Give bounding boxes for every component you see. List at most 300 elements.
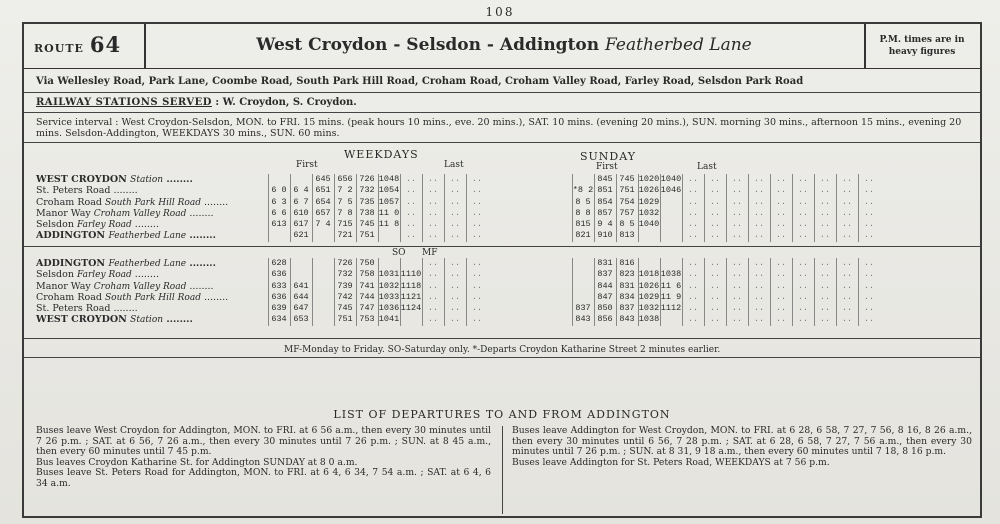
column-rule — [770, 258, 771, 326]
time-cell: 656 — [337, 174, 353, 184]
outbound-sunday-times — [572, 174, 972, 244]
time-cell: 1038 — [638, 314, 660, 325]
time-cell: .. — [863, 303, 875, 314]
column-rule — [726, 174, 727, 242]
time-cell: .. — [797, 291, 809, 302]
time-cell: 745 — [619, 174, 635, 184]
dot-leader: ........ — [131, 219, 159, 231]
time-cell: 1026 — [638, 280, 660, 291]
time-cell: 1033 — [378, 291, 400, 302]
time-cell: 7 2 — [337, 185, 353, 196]
column-rule — [378, 258, 379, 326]
time-cell: 831 — [597, 258, 613, 268]
time-cell — [400, 258, 422, 269]
column-rule — [290, 258, 291, 326]
time-cell: .. — [819, 219, 831, 230]
time-cell: 857 — [597, 207, 613, 218]
stop-name: WEST CROYDON — [36, 314, 127, 326]
time-cell: .. — [427, 258, 439, 268]
time-cell: 850 — [597, 303, 613, 314]
route-label — [34, 32, 121, 57]
time-cell — [378, 258, 400, 269]
time-cell: 6 4 — [293, 185, 309, 196]
divider — [24, 338, 980, 339]
time-column — [836, 174, 858, 242]
inbound-stops — [36, 258, 228, 326]
weekdays-first: First — [296, 160, 318, 170]
time-cell: 745 — [337, 303, 353, 314]
stop-name: St. Peters Road — [36, 303, 111, 315]
time-column — [836, 258, 858, 326]
time-cell: .. — [775, 219, 787, 230]
stop-subname: Farley Road — [77, 270, 132, 281]
time-cell: .. — [753, 185, 765, 196]
time-column — [422, 174, 444, 242]
column-rule — [660, 174, 661, 242]
route-header — [24, 24, 980, 69]
dep-left-2: Bus leaves Croydon Katharine St. for Addington SUNDAY at 8 0 a.m. — [36, 456, 358, 468]
column-rule — [466, 258, 467, 326]
time-cell: .. — [863, 174, 875, 184]
time-cell: 754 — [619, 196, 635, 207]
time-cell: 854 — [597, 196, 613, 207]
time-cell: 9 4 — [597, 219, 613, 230]
time-cell: 843 — [619, 314, 635, 325]
time-cell — [400, 314, 422, 325]
time-cell: .. — [731, 291, 743, 302]
time-column — [748, 258, 770, 326]
service-interval: Service interval : West Croydon-Selsdon, MON. to FRI. 15 mins. (peak hours 10 mins., eve. 20 mins.), SAT. 10 mins. (evening 20 mins.), SUN. morning 30 mins., afternoon 15 mins., evening 20 mins. Selsdon-Addington, WEEKDAYS 30 mins., SUN. 60 mins. — [36, 117, 962, 139]
time-cell: .. — [709, 174, 721, 184]
time-cell: 633 — [271, 280, 287, 291]
time-cell: 651 — [315, 185, 331, 196]
time-cell: .. — [863, 280, 875, 291]
time-cell: 1124 — [400, 303, 422, 314]
time-cell: .. — [449, 291, 461, 302]
time-cell: .. — [841, 303, 853, 314]
time-cell: .. — [775, 207, 787, 218]
dep-left-1: Buses leave West Croydon for Addington, MON. to FRI. at 6 56 a.m., then every 30 minutes until 7 26 p.m. ; SAT. at 6 56, 7 26 a.m., then every 30 minutes until 7 26 p.m. ; SUN. at 8 45 a.m., then every 60 minutes until 7 45 p.m. — [36, 425, 491, 457]
time-cell: 641 — [293, 280, 309, 291]
time-cell: .. — [427, 280, 439, 291]
sunday-heading: SUNDAY — [580, 150, 637, 163]
time-cell: .. — [797, 207, 809, 218]
time-cell: 1020 — [638, 174, 660, 184]
time-cell: .. — [841, 230, 853, 241]
time-cell: .. — [841, 269, 853, 280]
route-title-italic: Featherbed Lane — [605, 35, 752, 55]
stop-name: St. Peters Road — [36, 185, 111, 197]
time-cell: .. — [687, 185, 699, 196]
stop-name: Croham Road — [36, 291, 102, 303]
time-cell: 815 — [575, 219, 591, 230]
time-column — [572, 258, 594, 326]
time-cell: .. — [775, 269, 787, 280]
time-cell: .. — [863, 219, 875, 230]
time-cell — [268, 174, 290, 185]
time-cell — [312, 258, 334, 269]
time-column — [616, 174, 638, 242]
time-cell: 8 5 — [575, 196, 591, 207]
time-cell: 621 — [293, 230, 309, 241]
dot-leader: ........ — [110, 185, 138, 197]
column-rule — [356, 174, 357, 242]
dot-leader: ........ — [163, 174, 193, 185]
time-cell: 847 — [597, 291, 613, 302]
time-cell: 8 8 — [575, 207, 591, 218]
time-cell — [572, 269, 594, 280]
time-cell — [290, 174, 312, 185]
dot-leader: ........ — [200, 291, 229, 303]
time-cell: .. — [731, 258, 743, 268]
time-cell: .. — [709, 303, 721, 314]
time-cell: .. — [819, 291, 831, 302]
column-rule — [638, 174, 639, 242]
time-cell: 732 — [359, 185, 375, 196]
time-cell: 744 — [359, 291, 375, 302]
time-cell: .. — [471, 303, 483, 314]
time-cell: 751 — [619, 185, 635, 196]
time-cell: 1029 — [638, 291, 660, 302]
time-column — [704, 258, 726, 326]
time-cell: .. — [819, 196, 831, 207]
dep-right-1: Buses leave Addington for West Croydon, MON. to FRI. at 6 28, 6 58, 7 27, 7 56, 8 16, 8 26 a.m., then every 30 minutes until 6 56, 7 28 p.m. ; SAT. at 6 28, 6 58, 7 27, 7 56 a.m., then every 30 minutes until 7 26 p.m. ; SUN. at 8 31, 9 18 a.m., then every 60 minutes until 7 18, 8 16 p.m. — [512, 425, 972, 457]
time-cell: 753 — [359, 314, 375, 325]
timetable-frame — [22, 22, 982, 518]
time-column — [378, 174, 400, 242]
page-number: 108 — [485, 5, 515, 19]
time-cell: .. — [687, 196, 699, 207]
time-cell: .. — [775, 196, 787, 207]
column-rule — [444, 258, 445, 326]
time-cell: 1121 — [400, 291, 422, 302]
time-cell: .. — [775, 314, 787, 325]
time-cell: .. — [841, 185, 853, 196]
stop-row — [36, 185, 228, 196]
time-cell — [660, 197, 682, 208]
time-cell: .. — [427, 174, 439, 184]
time-cell: .. — [731, 207, 743, 218]
time-cell: .. — [427, 230, 439, 241]
time-cell: .. — [775, 174, 787, 184]
time-cell: *8 2 — [572, 185, 594, 196]
time-cell: 1054 — [378, 185, 400, 196]
time-column — [748, 174, 770, 242]
time-cell: .. — [753, 174, 765, 184]
time-cell: .. — [709, 207, 721, 218]
time-cell: 1038 — [660, 269, 682, 280]
column-rule — [422, 174, 423, 242]
dot-leader: ........ — [163, 314, 193, 326]
sunday-last: Last — [697, 162, 717, 172]
time-column — [594, 258, 616, 326]
time-cell: 742 — [337, 291, 353, 302]
time-column — [858, 174, 880, 242]
time-cell: .. — [471, 174, 483, 184]
time-cell: 613 — [271, 219, 287, 230]
stop-name: ADDINGTON — [36, 258, 106, 269]
column-rule — [858, 174, 859, 242]
time-cell: .. — [731, 269, 743, 280]
time-cell: .. — [709, 280, 721, 291]
time-cell: .. — [753, 314, 765, 325]
column-rule — [704, 174, 705, 242]
time-column — [378, 258, 400, 326]
time-cell: 1112 — [660, 303, 682, 314]
time-cell: .. — [449, 314, 461, 325]
time-cell: .. — [797, 230, 809, 241]
time-cell: .. — [709, 196, 721, 207]
column-rule — [312, 258, 313, 326]
time-cell: .. — [841, 196, 853, 207]
time-cell: 6 0 — [271, 185, 287, 196]
time-cell: .. — [731, 230, 743, 241]
stop-name: WEST CROYDON — [36, 174, 127, 185]
time-column — [466, 258, 488, 326]
dot-leader: ........ — [186, 258, 216, 269]
stop-row — [36, 258, 228, 269]
column-rule — [792, 258, 793, 326]
time-cell: .. — [731, 219, 743, 230]
time-cell — [290, 269, 312, 280]
column-rule — [312, 174, 313, 242]
dep-right-2: Buses leave Addington for St. Peters Road, WEEKDAYS at 7 56 p.m. — [512, 456, 830, 468]
column-rule — [770, 174, 771, 242]
time-cell: 739 — [337, 280, 353, 291]
time-cell: .. — [863, 207, 875, 218]
time-cell: .. — [709, 291, 721, 302]
time-cell: .. — [687, 280, 699, 291]
time-cell: .. — [797, 219, 809, 230]
time-cell: 11 0 — [378, 207, 400, 218]
time-column — [400, 258, 422, 326]
time-cell: 757 — [619, 207, 635, 218]
time-cell: .. — [427, 207, 439, 218]
time-cell: 726 — [359, 174, 375, 184]
column-rule — [268, 258, 269, 326]
time-cell — [660, 258, 682, 269]
time-cell: .. — [449, 185, 461, 196]
time-cell: 654 — [315, 196, 331, 207]
stop-row — [36, 174, 228, 185]
time-cell: .. — [427, 219, 439, 230]
time-cell: 628 — [271, 258, 287, 268]
time-column — [334, 258, 356, 326]
time-cell: .. — [731, 303, 743, 314]
time-cell: .. — [819, 314, 831, 325]
time-cell: 732 — [337, 269, 353, 280]
time-cell: 636 — [271, 291, 287, 302]
stop-row — [36, 269, 228, 280]
time-cell: 644 — [293, 291, 309, 302]
time-cell: .. — [687, 230, 699, 241]
time-cell: .. — [709, 269, 721, 280]
route-title — [154, 35, 854, 55]
stop-name: Selsdon — [36, 269, 74, 281]
time-cell: .. — [449, 303, 461, 314]
inbound-weekday-times — [268, 258, 568, 328]
time-cell: .. — [863, 269, 875, 280]
time-cell: 741 — [359, 280, 375, 291]
time-cell: .. — [753, 291, 765, 302]
time-cell: .. — [819, 230, 831, 241]
time-cell: .. — [687, 258, 699, 268]
header-divider — [864, 24, 866, 68]
time-column — [290, 174, 312, 242]
time-cell: .. — [709, 230, 721, 241]
stop-name: Selsdon — [36, 219, 74, 231]
column-rule — [422, 258, 423, 326]
stop-row — [36, 292, 228, 303]
time-cell: .. — [819, 207, 831, 218]
time-cell — [572, 292, 594, 303]
time-cell: .. — [797, 269, 809, 280]
column-rule — [792, 174, 793, 242]
time-column — [638, 258, 660, 326]
column-rule — [356, 258, 357, 326]
time-cell: .. — [863, 196, 875, 207]
time-cell: .. — [471, 314, 483, 325]
time-cell: .. — [753, 258, 765, 268]
header-divider — [144, 24, 146, 68]
time-cell: .. — [841, 207, 853, 218]
column-rule — [334, 258, 335, 326]
time-cell: .. — [797, 280, 809, 291]
time-cell: .. — [863, 314, 875, 325]
column-rule — [378, 174, 379, 242]
time-cell: .. — [709, 314, 721, 325]
time-cell: 821 — [575, 230, 591, 241]
time-cell: 6 6 — [271, 207, 287, 218]
time-cell: .. — [753, 269, 765, 280]
time-column — [312, 174, 334, 242]
time-cell: .. — [405, 207, 417, 218]
stop-row — [36, 314, 228, 325]
railway-label: RAILWAY STATIONS SERVED — [36, 97, 212, 108]
stop-row — [36, 230, 228, 241]
time-cell: .. — [863, 291, 875, 302]
time-cell: 844 — [597, 280, 613, 291]
time-cell: .. — [775, 303, 787, 314]
column-rule — [682, 258, 683, 326]
divider — [24, 357, 980, 358]
column-rule — [466, 174, 467, 242]
time-cell: .. — [449, 269, 461, 280]
time-cell — [268, 230, 290, 241]
time-cell: 11 6 — [660, 280, 682, 291]
stop-subname: Croham Valley Road — [93, 281, 187, 292]
dot-leader: ........ — [110, 303, 138, 315]
time-cell: .. — [687, 303, 699, 314]
time-cell: .. — [797, 258, 809, 268]
time-cell: .. — [797, 303, 809, 314]
time-cell: .. — [775, 258, 787, 268]
time-cell: .. — [687, 269, 699, 280]
dep-left-3: Buses leave St. Peters Road for Addington, MON. to FRI. at 6 4, 6 34, 7 54 a.m. ; SAT. at 6 4, 6 34 a.m. — [36, 467, 491, 489]
time-cell: .. — [819, 303, 831, 314]
column-rule — [814, 258, 815, 326]
departures-right — [512, 426, 972, 468]
column-rule — [836, 258, 837, 326]
weekdays-last: Last — [444, 160, 464, 170]
time-cell: 1036 — [378, 303, 400, 314]
time-cell: 758 — [359, 269, 375, 280]
time-cell: 750 — [359, 258, 375, 268]
time-cell: 7 4 — [315, 219, 331, 230]
time-column — [660, 174, 682, 242]
time-column — [616, 258, 638, 326]
stop-subname: Station — [130, 315, 164, 326]
time-cell: .. — [449, 258, 461, 268]
time-cell — [660, 208, 682, 219]
time-column — [726, 258, 748, 326]
time-cell: .. — [731, 196, 743, 207]
stop-name: Manor Way — [36, 280, 91, 292]
time-cell: .. — [819, 269, 831, 280]
time-column — [638, 174, 660, 242]
column-rule — [616, 174, 617, 242]
time-column — [356, 258, 378, 326]
time-cell: .. — [731, 280, 743, 291]
time-cell: .. — [775, 230, 787, 241]
time-cell: 1041 — [378, 314, 400, 325]
time-cell: 851 — [597, 185, 613, 196]
time-column — [290, 258, 312, 326]
time-cell: .. — [449, 230, 461, 241]
time-cell: .. — [405, 196, 417, 207]
divider — [24, 142, 980, 143]
time-cell: 843 — [575, 314, 591, 325]
time-column — [770, 174, 792, 242]
stop-subname: South Park Hill Road — [105, 292, 201, 303]
time-cell: 823 — [619, 269, 635, 280]
time-column — [858, 258, 880, 326]
time-cell — [572, 174, 594, 185]
time-cell: .. — [841, 314, 853, 325]
column-rule — [594, 174, 595, 242]
time-cell: .. — [863, 258, 875, 268]
time-column — [814, 258, 836, 326]
time-cell: 1040 — [638, 219, 660, 230]
time-cell: 645 — [315, 174, 331, 184]
time-column — [466, 174, 488, 242]
column-rule — [400, 258, 401, 326]
time-cell: .. — [819, 280, 831, 291]
time-cell: .. — [687, 174, 699, 184]
divider — [24, 112, 980, 113]
time-cell: .. — [797, 314, 809, 325]
time-cell: .. — [709, 185, 721, 196]
time-cell: 834 — [619, 291, 635, 302]
stop-subname: Featherbed Lane — [108, 231, 187, 242]
time-cell: 1032 — [638, 207, 660, 218]
route-title-main: West Croydon - Selsdon - Addington — [256, 35, 600, 55]
time-cell: 1026 — [638, 185, 660, 196]
railway-stations — [36, 97, 357, 108]
time-cell: 653 — [293, 314, 309, 325]
label-mf: MF — [422, 248, 438, 258]
time-cell: .. — [819, 258, 831, 268]
time-cell: 813 — [619, 230, 635, 241]
column-rule — [444, 174, 445, 242]
time-column — [682, 174, 704, 242]
time-cell — [660, 219, 682, 230]
time-cell: .. — [841, 219, 853, 230]
time-column — [268, 258, 290, 326]
time-column — [334, 174, 356, 242]
time-cell: 1046 — [660, 185, 682, 196]
column-rule — [268, 174, 269, 242]
